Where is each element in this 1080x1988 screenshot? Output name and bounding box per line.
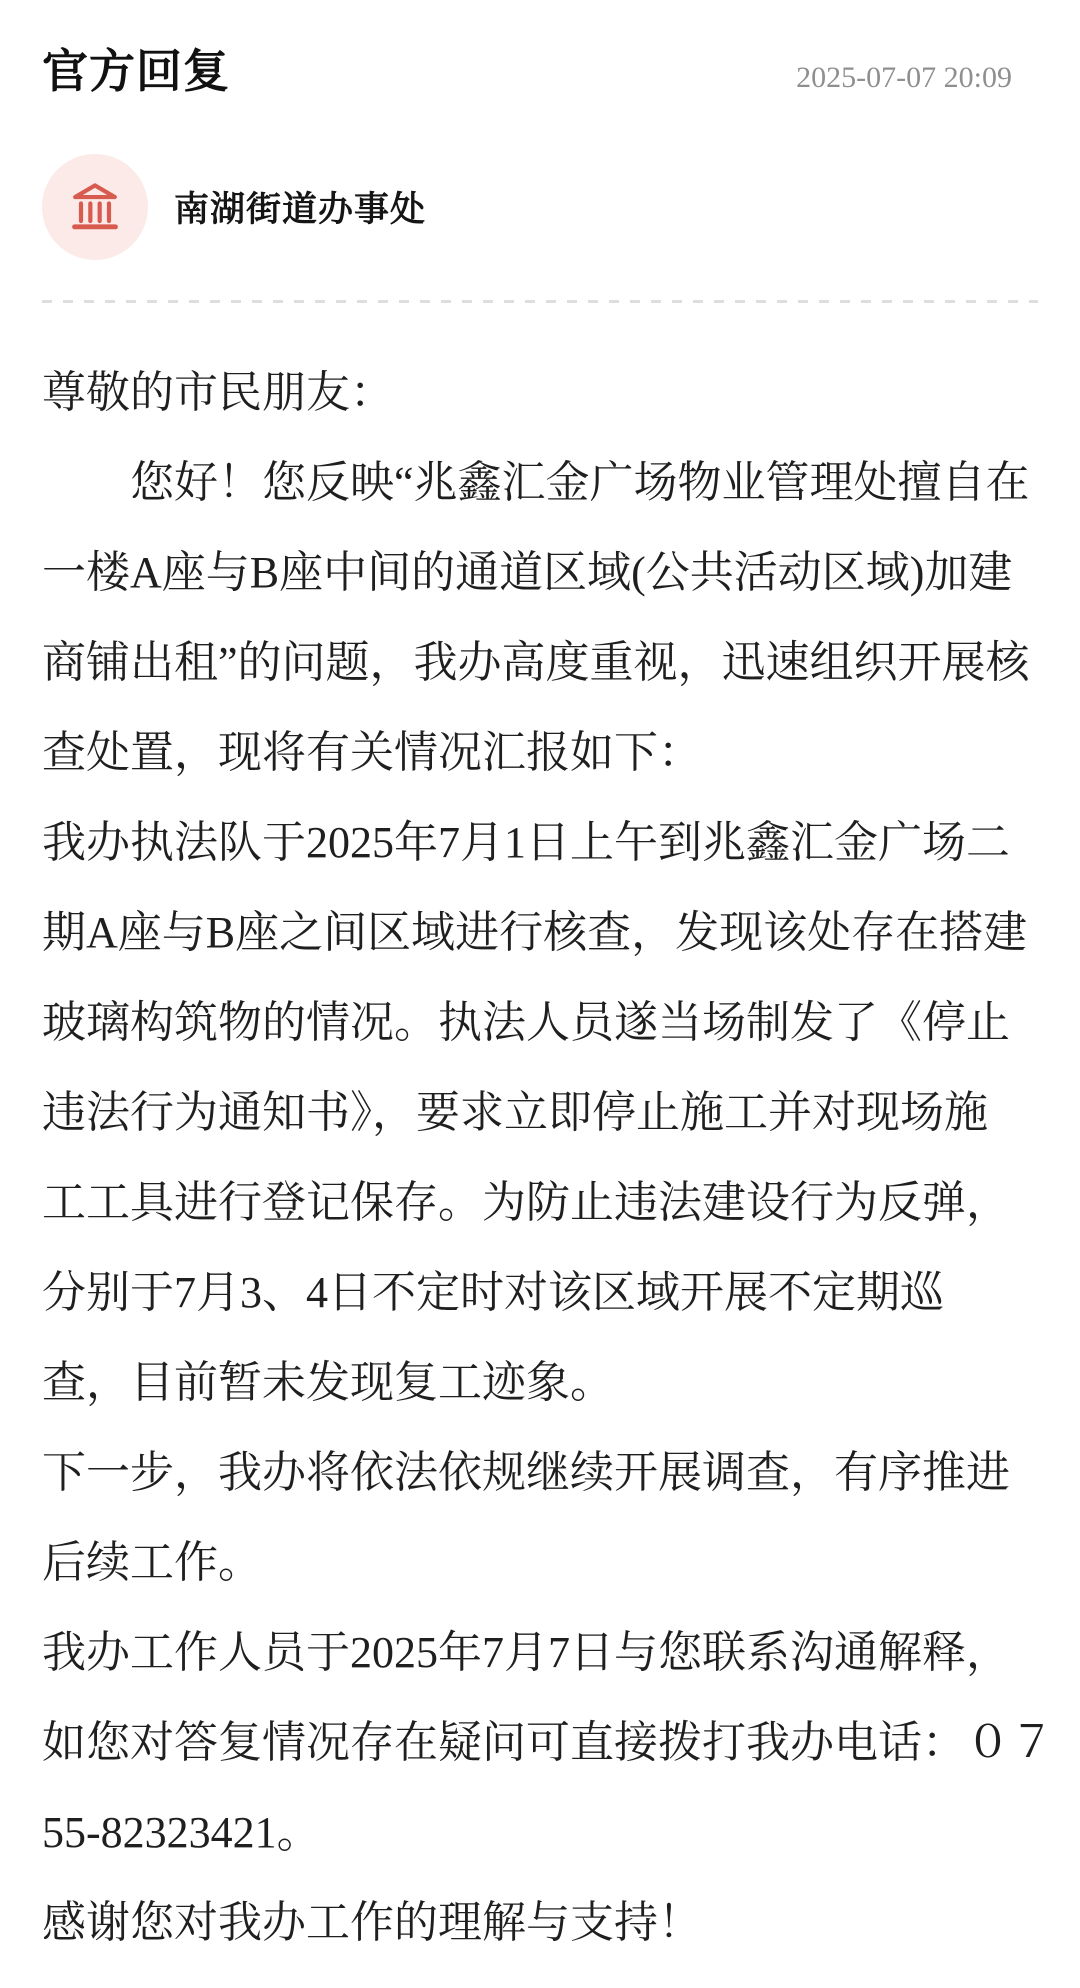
body-line: 违法行为通知书》，要求立即停止施工并对现场施 xyxy=(42,1088,988,1137)
body-line: 期A座与B座之间区域进行核查，发现该处存在搭建 xyxy=(42,908,1028,957)
body-line: 下一步，我办将依法依规继续开展调查，有序推进 xyxy=(42,1448,1010,1497)
body-line: 您好！您反映“兆鑫汇金广场物业管理处擅自在 xyxy=(130,458,1030,507)
body-line: 商铺出租”的问题，我办高度重视，迅速组织开展核 xyxy=(42,638,1030,687)
body-line: 分别于7月3、4日不定时对该区域开展不定期巡 xyxy=(42,1268,944,1317)
agency-name: 南湖街道办事处 xyxy=(174,190,427,229)
dashed-divider xyxy=(42,300,1038,303)
body-line: 感谢您对我办工作的理解与支持！ xyxy=(42,1898,702,1947)
body-line: 查，目前暂未发现复工迹象。 xyxy=(42,1358,614,1407)
body-line: 工工具进行登记保存。为防止违法建设行为反弹， xyxy=(42,1178,1010,1227)
body-line: 如您对答复情况存在疑问可直接拨打我办电话：０７ xyxy=(42,1718,1054,1767)
reply-timestamp: 2025-07-07 20:09 xyxy=(796,61,1012,94)
body-line: 后续工作。 xyxy=(42,1538,262,1587)
body-line: 尊敬的市民朋友： xyxy=(42,368,394,417)
body-line: 一楼A座与B座中间的通道区域(公共活动区域)加建 xyxy=(42,548,1013,597)
body-line: 玻璃构筑物的情况。执法人员遂当场制发了《停止 xyxy=(42,998,1010,1047)
body-line: 查处置，现将有关情况汇报如下： xyxy=(42,728,702,777)
reply-header xyxy=(42,44,1038,98)
body-line: 我办工作人员于2025年7月7日与您联系沟通解释， xyxy=(42,1628,1010,1677)
page-title: 官方回复 xyxy=(42,45,230,97)
reply-body xyxy=(42,348,1054,1968)
bank-building-icon xyxy=(67,179,123,235)
agency-avatar xyxy=(42,154,148,260)
body-line: 55-82323421。 xyxy=(42,1808,321,1857)
body-line: 我办执法队于2025年7月1日上午到兆鑫汇金广场二 xyxy=(42,818,1010,867)
agency-row[interactable] xyxy=(42,154,1038,260)
